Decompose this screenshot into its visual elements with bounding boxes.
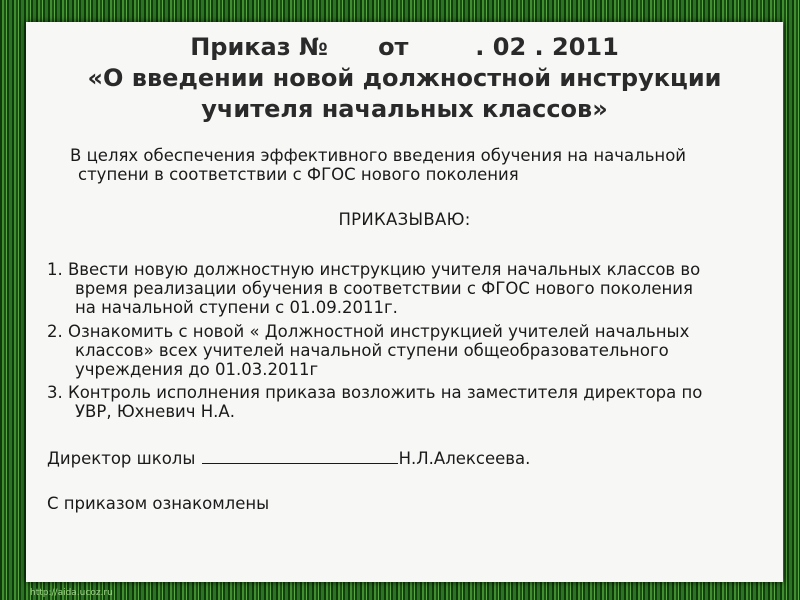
intro-paragraph <box>70 146 750 184</box>
order-item-3 <box>47 383 747 421</box>
order-item-1 <box>47 260 747 317</box>
order-item-2-line-2: классов» всех учителей начальной ступени общеобразовательного <box>75 341 669 360</box>
order-item-2-line-3: учреждения до 01.03.2011г <box>75 360 319 379</box>
intro-line-2: ступени в соответствии с ФГОС нового поколения <box>78 165 519 184</box>
order-item-2 <box>47 322 747 379</box>
director-signature-line <box>47 449 530 468</box>
order-item-1-line-1: 1. Ввести новую должностную инструкцию учителя начальных классов во <box>47 260 701 279</box>
slide <box>26 22 783 582</box>
order-item-3-line-1: 3. Контроль исполнения приказа возложить на заместителя директора по <box>47 383 703 402</box>
title-line-subject-end: учителя начальных классов» <box>201 95 608 123</box>
order-item-1-line-3: на начальной ступени с 01.09.2011г. <box>75 298 398 317</box>
document-title <box>26 32 783 125</box>
director-role: Директор школы <box>47 449 196 468</box>
order-word: ПРИКАЗЫВАЮ: <box>338 210 471 229</box>
watermark: http://aida.ucoz.ru <box>30 588 113 598</box>
title-line-order-number: Приказ № от . 02 . 2011 <box>190 33 619 61</box>
director-name: Н.Л.Алексеева. <box>398 449 531 468</box>
acknowledged-line: С приказом ознакомлены <box>47 494 270 513</box>
order-item-1-line-2: время реализации обучения в соответствии с ФГОС нового поколения <box>75 279 693 298</box>
order-item-2-line-1: 2. Ознакомить с новой « Должностной инструкцией учителей начальных <box>47 322 690 341</box>
signature-blank <box>202 463 398 464</box>
order-item-3-line-2: УВР, Юхневич Н.А. <box>75 402 235 421</box>
title-line-subject: «О введении новой должностной инструкции <box>87 64 722 92</box>
intro-line-1: В целях обеспечения эффективного введения обучения на начальной <box>70 146 687 165</box>
